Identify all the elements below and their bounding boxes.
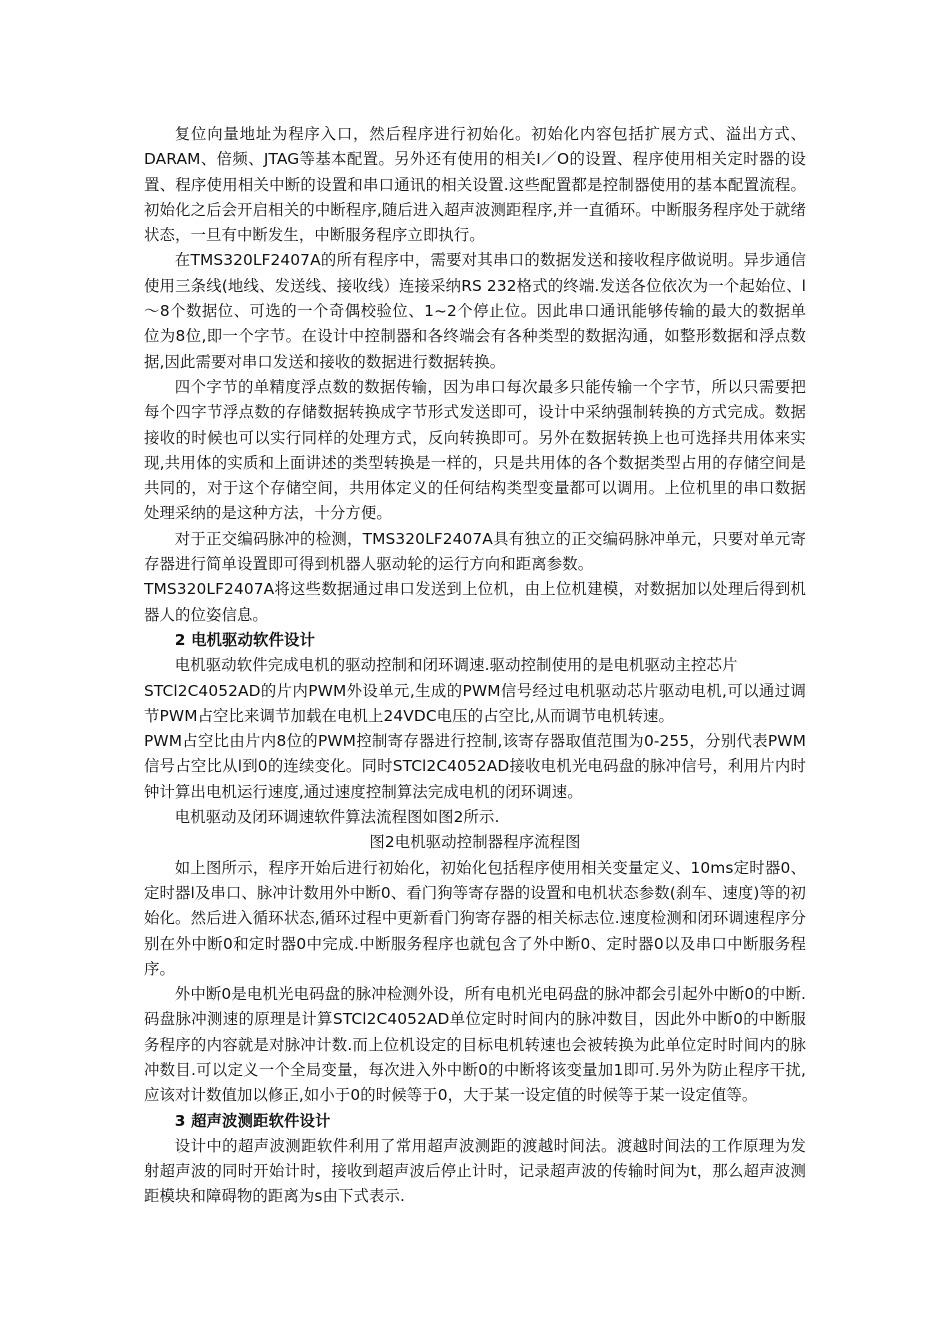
document-page	[144, 122, 806, 1210]
paragraph-initialization: 复位向量地址为程序入口，然后程序进行初始化。初始化内容包括扩展方式、溢出方式、DARAM、倍频、JTAG等基本配置。另外还有使用的相关I／O的设置、程序使用相关定时器的设置、程序使用相关中断的设置和串口通讯的相关设置.这些配置都是控制器使用的基本配置流程。初始化之后会开启相关的中断程序,随后进入超声波测距程序,并一直循环。中断服务程序处于就绪状态，一旦有中断发生，中断服务程序立即执行。	[144, 125, 806, 245]
paragraph-quadrature-encoder: 对于正交编码脉冲的检测，TMS320LF2407A具有独立的正交编码脉冲单元，只要对单元寄存器进行简单设置即可得到机器人驱动轮的运行方向和距离参数。	[144, 529, 806, 574]
paragraph-pwm-unit: STCl2C4052AD的片内PWM外设单元,生成的PWM信号经过电机驱动芯片驱动电机,可以通过调节PWM占空比来调节加载在电机上24VDC电压的占空比,从而调节电机转速。	[144, 681, 806, 725]
section-heading-motor-drive: 2 电机驱动软件设计	[174, 630, 315, 649]
paragraph-flowchart-ref: 电机驱动及闭环调速软件算法流程图如图2所示.	[174, 808, 500, 827]
paragraph-float-transfer: 四个字节的单精度浮点数的数据传输，因为串口每次最多只能传输一个字节，所以只需要把每个四字节浮点数的存储数据转换成字节形式发送即可，设计中采纳强制转换的方式完成。数据接收的时候也可以实行同样的处理方式，反向转换即可。另外在数据转换上也可选择共用体来实现,共用体的实质和上面讲述的类型转换是一样的，只是共用体的各个数据类型占用的存储空间是共同的，对于这个存储空间，共用体定义的任何结构类型变量都可以调用。上位机里的串口数据处理采纳的是这种方法，十分方便。	[144, 377, 806, 523]
paragraph-motor-drive-intro: 电机驱动软件完成电机的驱动控制和闭环调速.驱动控制使用的是电机驱动主控芯片	[174, 656, 738, 675]
paragraph-pose-info: TMS320LF2407A将这些数据通过串口发送到上位机，由上位机建模，对数据加以处理后得到机器人的位姿信息。	[144, 580, 806, 624]
paragraph-pwm-duty: PWM占空比由片内8位的PWM控制寄存器进行控制,该寄存器取值范围为0-255，分别代表PWM信号占空比从l到0的连续变化。同时STCl2C4052AD接收电机光电码盘的脉冲信号，利用片内时钟计算出电机运行速度,通过速度控制算法完成电机的闭环调速。	[144, 732, 806, 801]
section-heading-ultrasonic: 3 超声波测距软件设计	[174, 1111, 331, 1130]
paragraph-ultrasonic-method: 设计中的超声波测距软件利用了常用超声波测距的渡越时间法。渡越时间法的工作原理为发射超声波的同时开始计时，接收到超声波后停止计时，记录超声波的传输时间为t，那么超声波测距模块和障碍物的距离为s由下式表示.	[144, 1136, 806, 1206]
figure-caption: 图2电机驱动控制器程序流程图	[369, 833, 581, 852]
paragraph-external-interrupt: 外中断0是电机光电码盘的脉冲检测外设，所有电机光电码盘的脉冲都会引起外中断0的中断.码盘脉冲测速的原理是计算STCl2C4052AD单位定时时间内的脉冲数目，因此外中断0的中断服务程序的内容就是对脉冲计数.而上位机设定的目标电机转速也会被转换为此单位定时时间内的脉冲数目.可以定义一个全局变量，每次进入外中断0的中断将该变量加1即可.另外为防止程序干扰,应该对计数值加以修正,如小于0的时候等于0，大于某一设定值的时候等于某一设定值等。	[144, 985, 806, 1105]
paragraph-program-init: 如上图所示，程序开始后进行初始化，初始化包括程序使用相关变量定义、10ms定时器0、定时器l及串口、脉冲计数用外中断0、看门狗等寄存器的设置和电机状态参数(刹车、速度)等的初始化。然后进入循环状态,循环过程中更新看门狗寄存器的相关标志位.速度检测和闭环调速程序分别在外中断0和定时器0中完成.中断服务程序也就包含了外中断0、定时器0以及串口中断服务程序。	[144, 858, 806, 978]
paragraph-serial-communication: 在TMS320LF2407A的所有程序中，需要对其串口的数据发送和接收程序做说明。异步通信使用三条线(地线、发送线、接收线）连接采纳RS 232格式的终端.发送各位依次为一个起始位、l～8个数据位、可选的一个奇偶校验位、1~2个停止位。因此串口通讯能够传输的最大的数据单位为8位,即一个字节。在设计中控制器和各终端会有各种类型的数据沟通，如整形数据和浮点数据,因此需要对串口发送和接收的数据进行数据转换。	[144, 251, 806, 371]
